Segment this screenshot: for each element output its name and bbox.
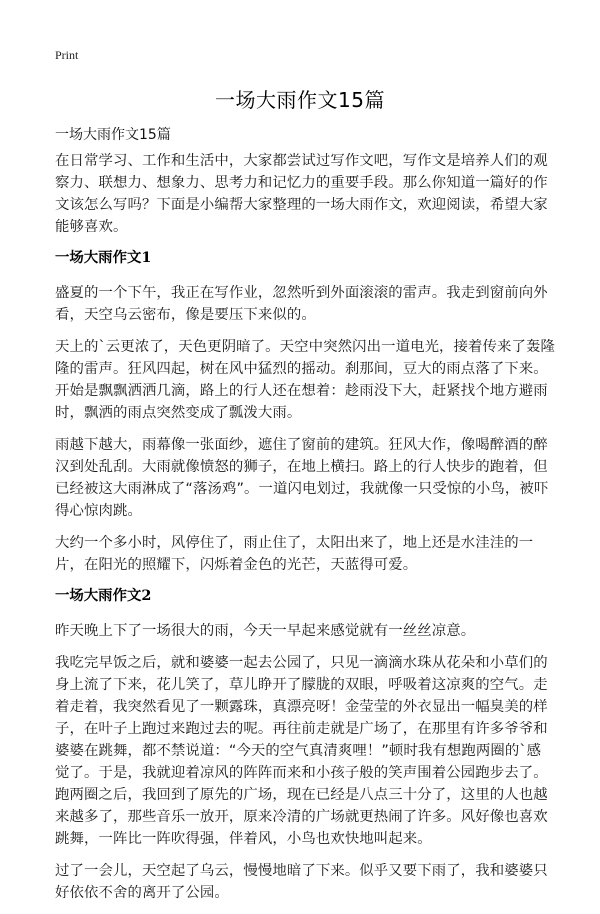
article-body <box>55 150 555 914</box>
section-heading: 一场大雨作文1 <box>55 249 152 266</box>
document-title: 一场大雨作文15篇 <box>215 88 385 112</box>
print-link[interactable]: Print <box>55 48 79 62</box>
intro-paragraph: 在日常学习、工作和生活中，大家都尝试过写作文吧，写作文是培养人们的观察力、联想力、想象力、思考力和记忆力的重要手段。那么你知道一篇好的作文该怎么写吗？下面是小编帮大家整理的一场大雨作文，欢迎阅读，希望大家能够喜欢。 <box>55 153 548 235</box>
paragraph: 大约一个多小时，风停住了，雨止住了，太阳出来了，地上还是水洼洼的一片，在阳光的照耀下，闪烁着金色的光芒，天蓝得可爱。 <box>55 535 534 573</box>
paragraph: 昨天晚上下了一场很大的雨，今天一早起来感觉就有一丝丝凉意。 <box>55 623 476 639</box>
essay-section-2 <box>55 586 555 904</box>
paragraph: 盛夏的一个下午，我正在写作业，忽然听到外面滚滚的雷声。我走到窗前向外看，天空乌云密布，像是要压下来似的。 <box>55 285 548 323</box>
paragraph: 过了一会儿，天空起了乌云，慢慢地暗了下来。似乎又要下雨了，我和婆婆只好依依不舍的离开了公园。 <box>55 863 548 901</box>
section-heading: 一场大雨作文2 <box>55 587 152 604</box>
essay-section-1 <box>55 248 555 576</box>
document-subtitle: 一场大雨作文15篇 <box>55 127 171 143</box>
paragraph: 天上的`云更浓了，天色更阴暗了。天空中突然闪出一道电光，接着传来了轰隆隆的雷声。狂风四起，树在风中猛烈的摇动。刹那间，豆大的雨点落了下来。开始是飘飘洒洒几滴，路上的行人还在想着：趁雨没下大，赶紧找个地方避雨时，飘洒的雨点突然变成了瓢泼大雨。 <box>55 339 555 421</box>
paragraph: 我吃完早饭之后，就和婆婆一起去公园了，只见一滴滴水珠从花朵和小草们的身上流了下来，花儿笑了，草儿睁开了朦胧的双眼，呼吸着这凉爽的空气。走着走着，我突然看见了一颗露珠，真漂亮呀！金莹莹的外衣显出一幅臭美的样子，在叶子上跑过来跑过去的呢。再往前走就是广场了，在那里有许多爷爷和婆婆在跳舞，都不禁说道：“今天的空气真清爽哩！”顿时我有想跑两圈的`感觉了。于是，我就迎着凉风的阵阵而来和小孩子般的笑声围着公园跑步去了。跑两圈之后，我回到了原先的广场，现在已经是八点三十分了，这里的人也越来越多了，那些音乐一放开，原来冷清的广场就更热闹了许多。风好像也喜欢跳舞，一阵比一阵吹得强，伴着风，小鸟也欢快地叫起来。 <box>55 655 548 847</box>
paragraph: 雨越下越大，雨幕像一张面纱，遮住了窗前的建筑。狂风大作，像喝醉酒的醉汉到处乱刮。大雨就像愤怒的狮子，在地上横扫。路上的行人快步的跑着，但已经被这大雨淋成了“落汤鸡”。一道闪电划过，我就像一只受惊的小鸟，被吓得心惊肉跳。 <box>55 437 549 519</box>
